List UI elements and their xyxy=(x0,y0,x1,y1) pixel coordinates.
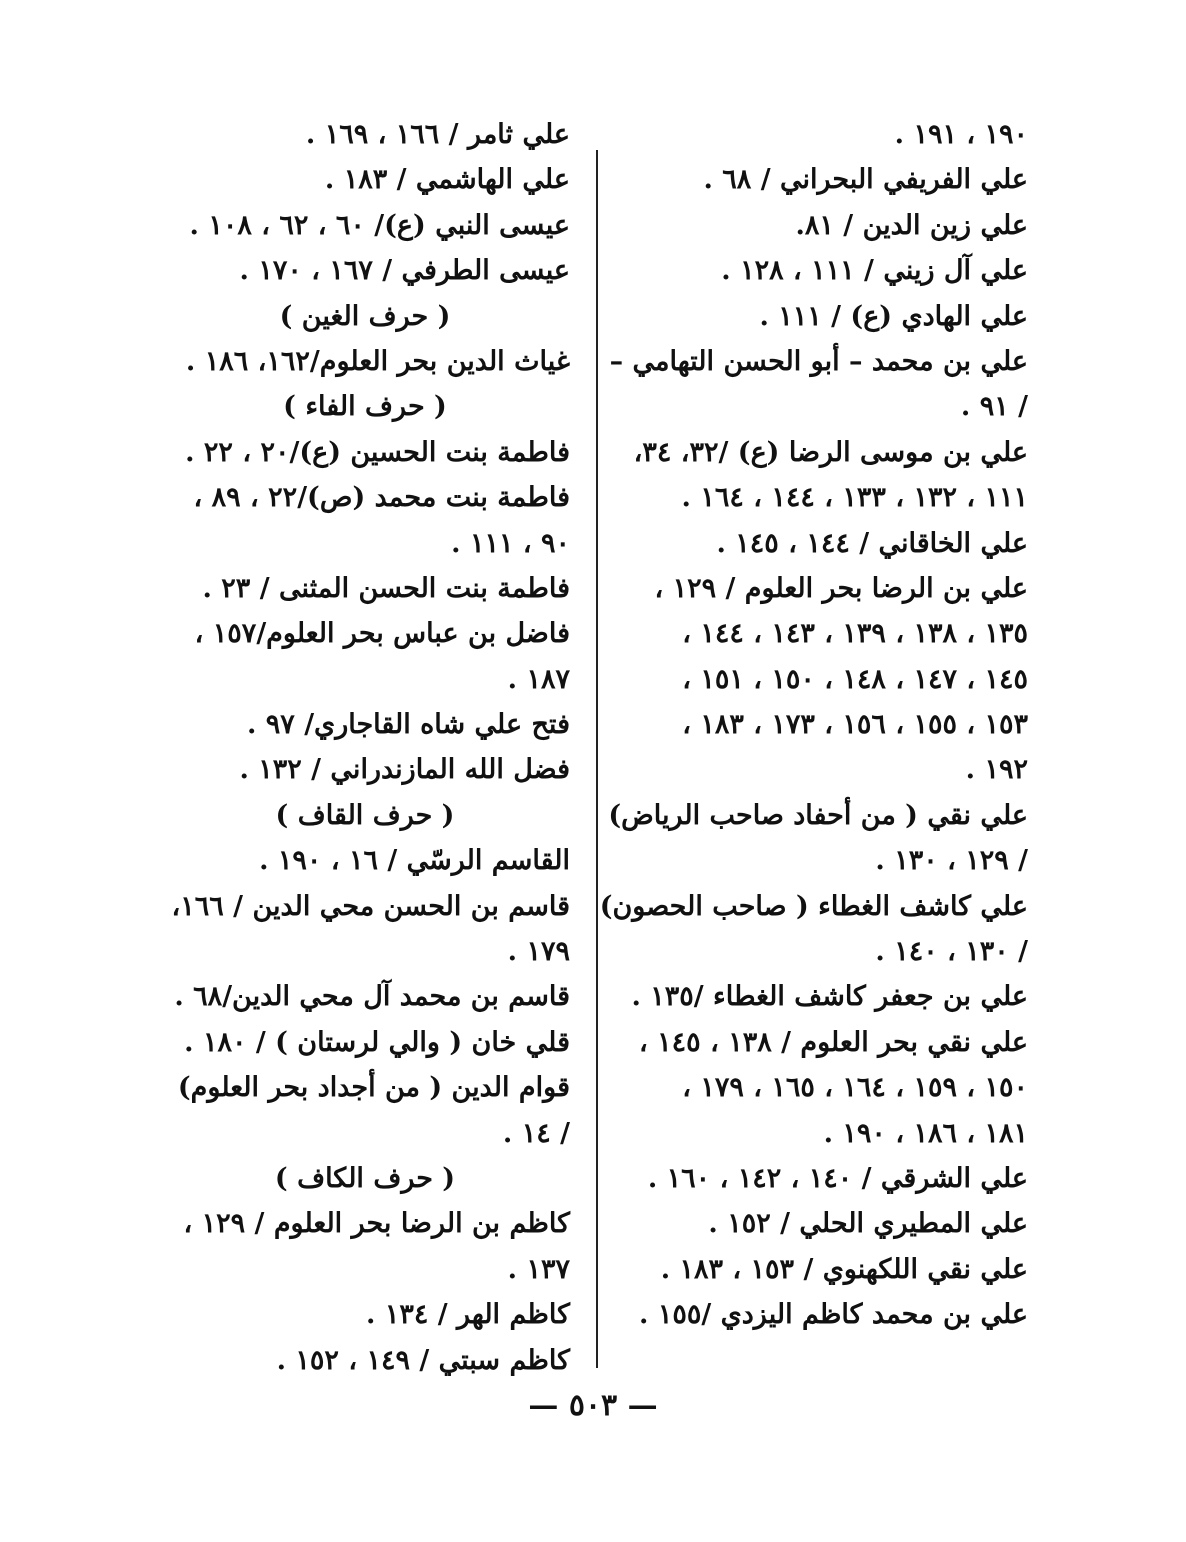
right-column xyxy=(599,112,1028,1338)
index-entry-line: علي المطيري الحلي / ١٥٢ . xyxy=(708,1208,1028,1240)
index-entry-line: علي بن محمد – أبو الحسن التهامي – xyxy=(609,345,1028,377)
index-entry-line: ١٣٧ . xyxy=(507,1253,570,1285)
index-entry-line: ١١١ ، ١٣٢ ، ١٣٣ ، ١٤٤ ، ١٦٤ . xyxy=(681,482,1028,514)
index-entry-line: علي الشرقي / ١٤٠ ، ١٤٢ ، ١٦٠ . xyxy=(647,1162,1028,1194)
index-entry-line: / ١٣٠ ، ١٤٠ . xyxy=(875,936,1028,968)
letter-section-heading: ( حرف الكاف ) xyxy=(274,1162,456,1194)
left-column xyxy=(160,112,570,1383)
index-entry-line: ١٨٧ . xyxy=(507,663,570,695)
letter-section-heading: ( حرف الفاء ) xyxy=(283,391,447,423)
index-entry-line: ١٥٣ ، ١٥٥ ، ١٥٦ ، ١٧٣ ، ١٨٣ ، xyxy=(682,709,1028,741)
index-entry-line: قوام الدين ( من أجداد بحر العلوم) xyxy=(177,1072,570,1104)
letter-section-heading: ( حرف الغين ) xyxy=(279,300,451,332)
index-entry-line: فتح علي شاه القاجاري/ ٩٧ . xyxy=(246,709,570,741)
index-entry-line: عيسى الطرفي / ١٦٧ ، ١٧٠ . xyxy=(239,255,570,287)
index-entry-line: علي زين الدين / ٨١. xyxy=(795,209,1028,241)
index-entry-line: ١٩٢ . xyxy=(965,754,1028,786)
index-entry-line: / ١٤ . xyxy=(502,1117,570,1149)
index-entry-line: فاطمة بنت محمد (ص)/٢٢ ، ٨٩ ، xyxy=(193,482,570,514)
index-entry-line: القاسم الرسّي / ١٦ ، ١٩٠ . xyxy=(259,845,570,877)
index-entry-line: ١٩٠ ، ١٩١ . xyxy=(894,119,1028,150)
index-entry-line: فاطمة بنت الحسن المثنى / ٢٣ . xyxy=(202,572,570,604)
index-entry-line: علي الهادي (ع) / ١١١ . xyxy=(759,300,1028,332)
index-entry-line: كاظم الهر / ١٣٤ . xyxy=(366,1299,570,1331)
index-entry-line: علي بن محمد كاظم اليزدي /١٥٥ . xyxy=(639,1299,1028,1331)
index-entry-line: قلي خان ( والي لرستان ) / ١٨٠ . xyxy=(184,1026,570,1058)
index-entry-line: ١٣٥ ، ١٣٨ ، ١٣٩ ، ١٤٣ ، ١٤٤ ، xyxy=(682,618,1028,650)
index-entry-line: ١٥٠ ، ١٥٩ ، ١٦٤ ، ١٦٥ ، ١٧٩ ، xyxy=(682,1072,1028,1104)
index-entry-line: فضل الله المازندراني / ١٣٢ . xyxy=(239,754,570,786)
index-entry-line: علي الخاقاني / ١٤٤ ، ١٤٥ . xyxy=(716,527,1028,559)
index-entry-line: علي بن موسى الرضا (ع) /٣٢، ٣٤، xyxy=(633,436,1028,468)
index-entry-line: علي بن جعفر كاشف الغطاء /١٣٥ . xyxy=(631,981,1028,1013)
index-entry-line: علي كاشف الغطاء ( صاحب الحصون) xyxy=(599,890,1028,922)
index-entry-line: / ٩١ . xyxy=(960,391,1028,423)
index-entry-line: علي الهاشمي / ١٨٣ . xyxy=(324,164,570,196)
index-entry-line: علي آل زيني / ١١١ ، ١٢٨ . xyxy=(721,255,1028,287)
index-entry-line: ٩٠ ، ١١١ . xyxy=(451,527,570,559)
column-divider xyxy=(596,150,598,1368)
index-entry-line: علي نقي ( من أحفاد صاحب الرياض) xyxy=(608,799,1028,831)
page-number: — ٥٠٣ — xyxy=(528,1388,658,1423)
index-entry-line: قاسم بن الحسن محي الدين / ١٦٦، xyxy=(171,890,570,922)
index-entry-line: علي الفريفي البحراني / ٦٨ . xyxy=(703,164,1028,196)
index-entry-line: علي نقي بحر العلوم / ١٣٨ ، ١٤٥ ، xyxy=(639,1026,1028,1058)
index-entry-line: ١٤٥ ، ١٤٧ ، ١٤٨ ، ١٥٠ ، ١٥١ ، xyxy=(682,663,1028,695)
index-entry-line: ١٨١ ، ١٨٦ ، ١٩٠ . xyxy=(823,1117,1028,1149)
index-entry-line: ١٧٩ . xyxy=(507,936,570,968)
index-entry-line: غياث الدين بحر العلوم/١٦٢، ١٨٦ . xyxy=(185,345,570,377)
index-entry-line: علي ثامر / ١٦٦ ، ١٦٩ . xyxy=(305,119,570,150)
index-entry-line: علي بن الرضا بحر العلوم / ١٢٩ ، xyxy=(654,572,1028,604)
index-entry-line: / ١٢٩ ، ١٣٠ . xyxy=(875,845,1028,877)
index-entry-line: علي نقي اللكهنوي / ١٥٣ ، ١٨٣ . xyxy=(660,1253,1028,1285)
letter-section-heading: ( حرف القاف ) xyxy=(275,799,455,831)
index-entry-line: كاظم سبتي / ١٤٩ ، ١٥٢ . xyxy=(276,1344,570,1376)
index-entry-line: فاضل بن عباس بحر العلوم/١٥٧ ، xyxy=(194,618,570,650)
index-entry-line: عيسى النبي (ع)/ ٦٠ ، ٦٢ ، ١٠٨ . xyxy=(189,209,570,241)
index-entry-line: فاطمة بنت الحسين (ع)/٢٠ ، ٢٢ . xyxy=(185,436,570,468)
index-entry-line: قاسم بن محمد آل محي الدين/٦٨ . xyxy=(174,981,570,1013)
index-entry-line: كاظم بن الرضا بحر العلوم / ١٢٩ ، xyxy=(183,1208,570,1240)
